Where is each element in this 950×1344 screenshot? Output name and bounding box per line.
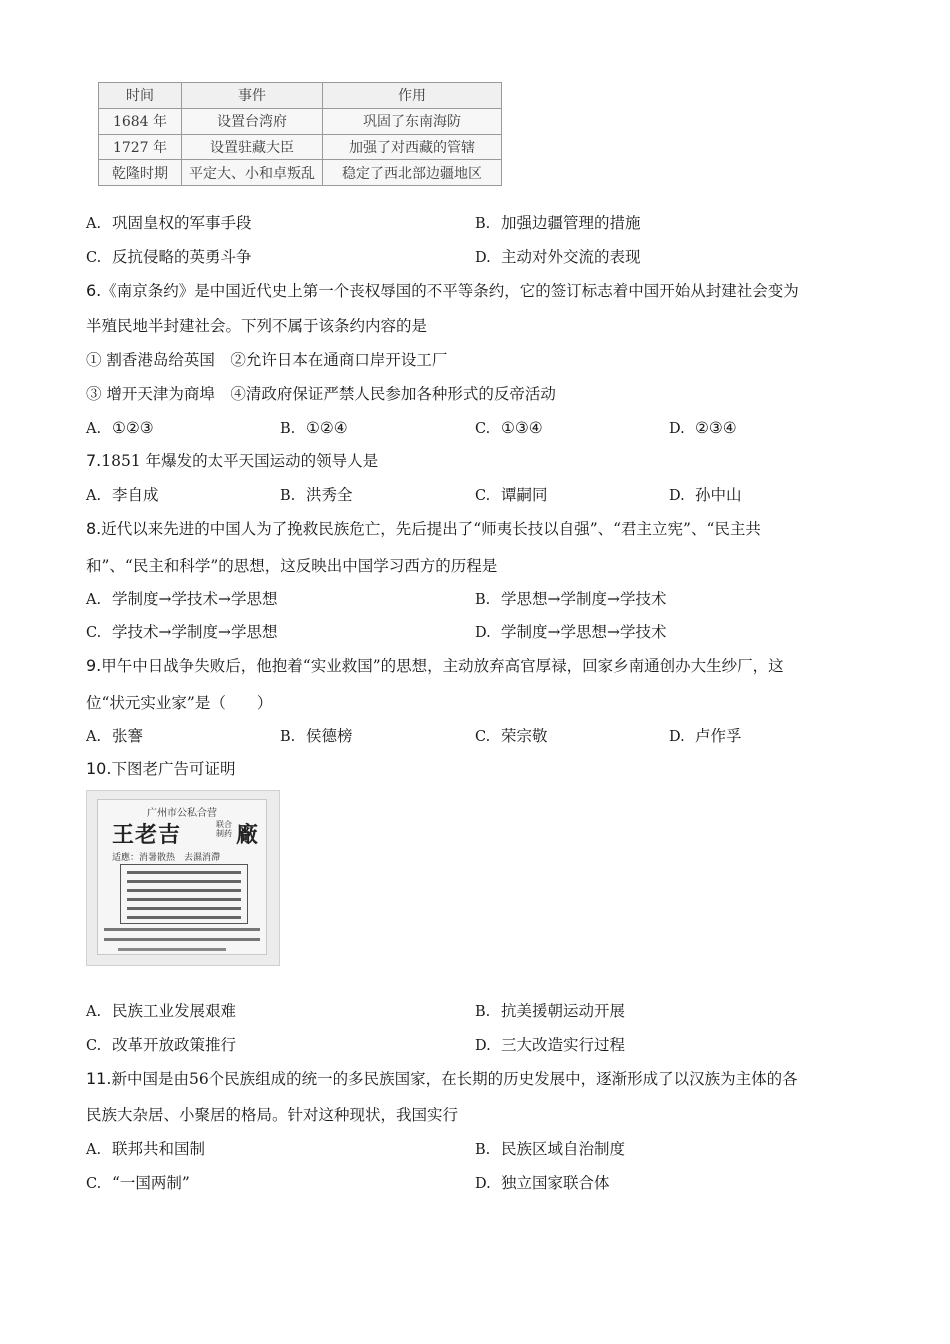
question-number: 6. bbox=[86, 281, 102, 300]
ad-list-line bbox=[127, 880, 241, 883]
option-label: A. bbox=[86, 488, 102, 504]
q11-option-c[interactable] bbox=[86, 1173, 190, 1194]
q7-stem-line1 bbox=[86, 451, 378, 471]
table-row bbox=[99, 134, 502, 160]
table-header-row bbox=[99, 83, 502, 109]
option-text: 独立国家联合体 bbox=[501, 1174, 610, 1192]
q10-option-c[interactable] bbox=[86, 1035, 236, 1056]
question-number: 8. bbox=[86, 519, 102, 538]
option-text: 张謇 bbox=[112, 727, 144, 745]
option-text: 巩固皇权的军事手段 bbox=[112, 214, 252, 232]
option-text: 学制度→学思想→学技术 bbox=[501, 623, 667, 641]
q8-option-b[interactable] bbox=[475, 589, 666, 610]
option-text: 侯德榜 bbox=[306, 727, 353, 745]
option-text: 抗美援朝运动开展 bbox=[501, 1002, 626, 1020]
q9-stem-line1 bbox=[86, 656, 784, 676]
option-label: C. bbox=[86, 250, 102, 266]
option-text: 联邦共和国制 bbox=[112, 1140, 206, 1158]
table-header: 时间 bbox=[99, 83, 182, 109]
question-text: 新中国是由56个民族组成的统一的多民族国家，在长期的历史发展中，逐渐形成了以汉族为主体的各 bbox=[111, 1070, 798, 1088]
option-text: 李自成 bbox=[112, 486, 159, 504]
option-label: A. bbox=[86, 216, 102, 232]
option-text: 改革开放政策推行 bbox=[112, 1036, 237, 1054]
question-text: 甲午中日战争失败后，他抱着“实业救国”的思想，主动放弃高官厚禄，回家乡南通创办大生纱厂，这 bbox=[101, 657, 784, 675]
option-text: 孙中山 bbox=[695, 486, 742, 504]
option-label: D. bbox=[475, 625, 491, 641]
q9-option-a[interactable] bbox=[86, 726, 143, 747]
q11-option-d[interactable] bbox=[475, 1173, 610, 1194]
table-header: 事件 bbox=[182, 83, 323, 109]
option-label: A. bbox=[86, 1142, 102, 1158]
option-label: D. bbox=[475, 250, 491, 266]
ad-brand: 王老吉 bbox=[112, 822, 182, 848]
table-cell: 平定大、小和卓叛乱 bbox=[182, 160, 323, 186]
q6-items-line2: ③ 增开天津为商埠 ④清政府保证严禁人民参加各种形式的反帝活动 bbox=[86, 385, 556, 403]
question-number: 9. bbox=[86, 656, 102, 675]
option-text: 三大改造实行过程 bbox=[501, 1036, 626, 1054]
old-advertisement-image bbox=[86, 790, 280, 966]
option-text: 卢作孚 bbox=[695, 727, 742, 745]
q6-option-c[interactable] bbox=[475, 418, 543, 439]
q5-option-d[interactable] bbox=[475, 247, 641, 268]
ad-list-line bbox=[127, 889, 241, 892]
q7-option-a[interactable] bbox=[86, 485, 159, 506]
q11-option-a[interactable] bbox=[86, 1139, 205, 1160]
option-label: C. bbox=[475, 729, 491, 745]
option-label: D. bbox=[475, 1038, 491, 1054]
option-label: D. bbox=[475, 1176, 491, 1192]
ad-product-list bbox=[120, 864, 248, 924]
ad-factory-char: 廠 bbox=[236, 822, 259, 848]
q8-stem-line1 bbox=[86, 519, 761, 539]
option-label: D. bbox=[669, 729, 685, 745]
option-label: A. bbox=[86, 421, 102, 437]
option-text: 民族区域自治制度 bbox=[501, 1140, 626, 1158]
q11-stem-line1 bbox=[86, 1069, 798, 1089]
option-label: A. bbox=[86, 729, 102, 745]
q7-option-c[interactable] bbox=[475, 485, 548, 506]
question-text: 1851 年爆发的太平天国运动的领导人是 bbox=[101, 452, 379, 470]
question-text: 下图老广告可证明 bbox=[111, 760, 236, 778]
option-text: 学制度→学技术→学思想 bbox=[112, 590, 278, 608]
q5-option-b[interactable] bbox=[475, 213, 641, 234]
q5-option-c[interactable] bbox=[86, 247, 252, 268]
ad-footer-line bbox=[104, 938, 260, 941]
table-cell: 设置台湾府 bbox=[182, 108, 323, 134]
q9-option-d[interactable] bbox=[669, 726, 742, 747]
option-text: ①③④ bbox=[501, 419, 543, 437]
q6-stem-line1 bbox=[86, 281, 799, 301]
q10-option-d[interactable] bbox=[475, 1035, 625, 1056]
option-label: C. bbox=[475, 488, 491, 504]
q6-option-d[interactable] bbox=[669, 418, 737, 439]
option-label: A. bbox=[86, 592, 102, 608]
q11-stem-line2: 民族大杂居、小聚居的格局。针对这种现状，我国实行 bbox=[86, 1106, 459, 1124]
table-cell: 设置驻藏大臣 bbox=[182, 134, 323, 160]
q8-option-c[interactable] bbox=[86, 622, 277, 643]
question-text: 《南京条约》是中国近代史上第一个丧权辱国的不平等条约，它的签订标志着中国开始从封建社会变为 bbox=[101, 282, 799, 300]
q9-option-c[interactable] bbox=[475, 726, 548, 747]
option-text: 学思想→学制度→学技术 bbox=[501, 590, 667, 608]
q9-stem-line2: 位“状元实业家”是（ ） bbox=[86, 694, 273, 712]
q10-option-b[interactable] bbox=[475, 1001, 625, 1022]
option-label: B. bbox=[280, 488, 296, 504]
option-label: C. bbox=[475, 421, 491, 437]
option-label: C. bbox=[86, 1176, 102, 1192]
option-label: B. bbox=[475, 592, 491, 608]
q6-stem-line2: 半殖民地半封建社会。下列不属于该条约内容的是 bbox=[86, 317, 428, 335]
option-text: ①②④ bbox=[306, 419, 348, 437]
option-label: B. bbox=[475, 216, 491, 232]
q6-items-line1: ① 割香港岛给英国 ②允许日本在通商口岸开设工厂 bbox=[86, 351, 448, 369]
option-text: 学技术→学制度→学思想 bbox=[112, 623, 278, 641]
table-row bbox=[99, 108, 502, 134]
q7-option-b[interactable] bbox=[280, 485, 353, 506]
question-number: 11. bbox=[86, 1069, 112, 1088]
question-number: 7. bbox=[86, 451, 102, 470]
q5-option-a[interactable] bbox=[86, 213, 252, 234]
table-header: 作用 bbox=[323, 83, 502, 109]
table-cell: 加强了对西藏的管辖 bbox=[323, 134, 502, 160]
q6-option-a[interactable] bbox=[86, 418, 154, 439]
option-label: D. bbox=[669, 488, 685, 504]
option-label: B. bbox=[475, 1142, 491, 1158]
question-number: 10. bbox=[86, 759, 112, 778]
option-label: D. bbox=[669, 421, 685, 437]
option-text: 荣宗敬 bbox=[501, 727, 548, 745]
option-label: B. bbox=[475, 1004, 491, 1020]
ad-footer-line bbox=[104, 928, 260, 931]
option-label: C. bbox=[86, 1038, 102, 1054]
option-text: 反抗侵略的英勇斗争 bbox=[112, 248, 252, 266]
table-cell: 1684 年 bbox=[99, 108, 182, 134]
ad-frame bbox=[97, 799, 267, 955]
option-text: 谭嗣同 bbox=[501, 486, 548, 504]
q7-option-d[interactable] bbox=[669, 485, 742, 506]
history-table bbox=[98, 82, 502, 186]
question-text: 近代以来先进的中国人为了挽救民族危亡，先后提出了“师夷长技以自强”、“君主立宪”、“民主共 bbox=[101, 520, 761, 538]
q10-option-a[interactable] bbox=[86, 1001, 236, 1022]
option-text: 主动对外交流的表现 bbox=[501, 248, 641, 266]
q8-option-a[interactable] bbox=[86, 589, 277, 610]
table-cell: 巩固了东南海防 bbox=[323, 108, 502, 134]
option-text: 洪秀全 bbox=[306, 486, 353, 504]
option-label: B. bbox=[280, 421, 296, 437]
option-text: ②③④ bbox=[695, 419, 737, 437]
q10-stem-line1 bbox=[86, 759, 235, 779]
ad-list-line bbox=[127, 916, 241, 919]
ad-list-line bbox=[127, 907, 241, 910]
events-table bbox=[98, 82, 502, 186]
option-label: B. bbox=[280, 729, 296, 745]
option-text: 加强边疆管理的措施 bbox=[501, 214, 641, 232]
table-cell: 乾隆时期 bbox=[99, 160, 182, 186]
table-cell: 1727 年 bbox=[99, 134, 182, 160]
table-row bbox=[99, 160, 502, 186]
q9-option-b[interactable] bbox=[280, 726, 353, 747]
ad-tagline: 适應：消暑散热 去濕消滯 bbox=[112, 853, 221, 863]
ad-list-line bbox=[127, 898, 241, 901]
option-text: “一国两制” bbox=[112, 1174, 190, 1192]
option-text: 民族工业发展艰难 bbox=[112, 1002, 237, 1020]
option-label: C. bbox=[86, 625, 102, 641]
ad-header: 广州市公私合营 bbox=[147, 808, 217, 819]
q8-option-d[interactable] bbox=[475, 622, 666, 643]
q8-stem-line2: 和”、“民主和科学”的思想，这反映出中国学习西方的历程是 bbox=[86, 557, 498, 575]
ad-list-line bbox=[127, 871, 241, 874]
option-text: ①②③ bbox=[112, 419, 154, 437]
table-cell: 稳定了西北部边疆地区 bbox=[323, 160, 502, 186]
ad-subtitle: 联合制药 bbox=[216, 820, 232, 838]
ad-footer-line bbox=[118, 948, 226, 951]
q11-option-b[interactable] bbox=[475, 1139, 625, 1160]
option-label: A. bbox=[86, 1004, 102, 1020]
q6-option-b[interactable] bbox=[280, 418, 348, 439]
